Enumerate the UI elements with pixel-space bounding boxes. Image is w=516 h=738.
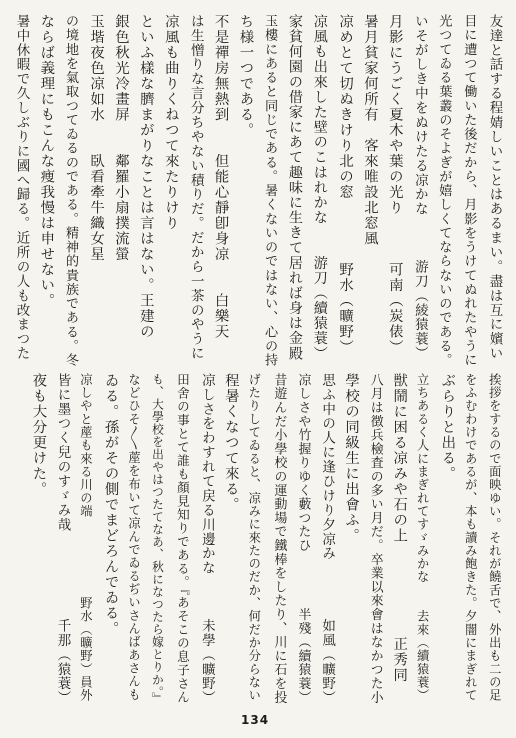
upper-column-line: いそがしき中をぬけたる凉かな 游刀（綾猿蓑）	[411, 14, 428, 361]
lower-column-line: 立ちあるく人にまぎれてすゞみかな 去來（續猿蓑）	[415, 373, 430, 703]
lower-column-line: ぶらりと出る。	[439, 373, 456, 482]
upper-column-line: の境地を氣取つてゐるのである。精神的貴族である。冬	[62, 14, 78, 368]
lower-column-line: 凉しさをわすれて戻る川邊かな 未學（曠野）	[198, 373, 215, 706]
upper-column-line: といふ樣な臍まがりなことは言はない。王建の	[137, 14, 154, 340]
lower-column-line: 八月は徴兵檢査の多い月だ。卒業以來會はなかつた小	[367, 373, 383, 705]
upper-column-line: 玉樓にあると同じである。暑くないのではない、心の持	[262, 14, 278, 368]
upper-column-line: 目に遭つて働いた後だから、月影をうけてぬれたやうに	[461, 14, 477, 368]
upper-column-line: 凉風も曲りくねつて來たりけり	[162, 14, 179, 231]
upper-column-line: ち様一つである。	[237, 14, 254, 138]
lower-column-line: ゐる。孫がその側でまどろんでゐる。	[102, 373, 119, 637]
lower-column-line: をふむわけであるが、本も讀み飽きた。夕闇にまぎれて	[463, 373, 478, 703]
upper-column-line: 暑月貧家何所有 客來唯設北窓風	[361, 14, 378, 247]
lower-column-line: も、大學校を出やはつたてなあ、秋になつたら嫁とりか。』	[150, 373, 165, 706]
lower-column-line: 挨拶をするので面映ゆい。それが饒舌で、外出も二の足	[487, 373, 502, 703]
upper-column-line: ならば義理にもこんな痩我慢は申せない。	[38, 14, 55, 309]
upper-column-line: 凉めとて切ぬきけり北の窓 野水（曠野）	[337, 14, 354, 355]
upper-column-line: 月影にうごく夏木や葉の光り 可南（炭俵）	[386, 14, 403, 355]
upper-column-line: 光つてゐる葉叢のそよぎが嬉しくてならないのである。	[436, 14, 452, 368]
upper-column-line: 友達と話する程婧しいことはあるまい。盡は互に嬪い	[486, 14, 503, 361]
upper-column-line: 不是禪房無熱到 但能心靜卽身凉 白樂天	[212, 14, 229, 340]
lower-column-line: げたりしてゐると、凉みに來たのだか、何だか分らない	[246, 373, 261, 703]
lower-column-line: 凉しやと蓙も來る川の端 野水（曠野）員外	[78, 373, 93, 703]
lower-column-line: などひそ〳〵蓙を布いて凉んでゐるぢいさんばあさんも	[126, 373, 141, 702]
lower-column-line: 田舍の事とて誰も顏見知りである。『あそこの息子さん	[174, 373, 190, 704]
lower-column-line: 凉しさや竹握りゆく藪つたひ 半殘（續猿蓑）	[295, 373, 311, 705]
upper-column-line: 暑中休暇で久しぶりに國へ歸る。近所の人も改まつた	[13, 14, 30, 361]
lower-column-line: 思ふ中の人に逢ひけり夕凉み 如風（曠野）	[319, 373, 336, 706]
lower-column-line: 昔遊んだ小學校の運動場で鐵棒をしたり、川に石を投	[271, 373, 287, 705]
page-number: 134	[241, 713, 270, 727]
upper-column-line: 銀色秋光冷畫屏 鄰羅小扇撲流螢	[112, 14, 129, 262]
upper-column-line: は生憎りな言分ちやない積りだ。だから一茶のやうに	[187, 14, 204, 361]
upper-column-line: 家貧何園の借家にあて趣味に生きて居れば身は金殿	[286, 14, 303, 362]
lower-column-line: 夜も大分更けた。	[30, 373, 47, 497]
upper-column-line: 玉堦夜色凉如水 臥看牽牛織女星	[88, 14, 105, 262]
lower-column-line: 獣鬧に困る凉みや石の上 正秀同	[391, 373, 408, 683]
lower-column-line: 程暑くなつて來る。	[222, 373, 239, 513]
upper-column-line: 凉風も出來した壁のこはれかな 游刀（續猿蓑）	[311, 14, 328, 362]
lower-column-line: 皆に墨つく兒のすゞみ哉 千那（猿蓑）	[54, 373, 71, 706]
lower-column-line: 學校の同級生に出會ふ。	[343, 373, 360, 544]
